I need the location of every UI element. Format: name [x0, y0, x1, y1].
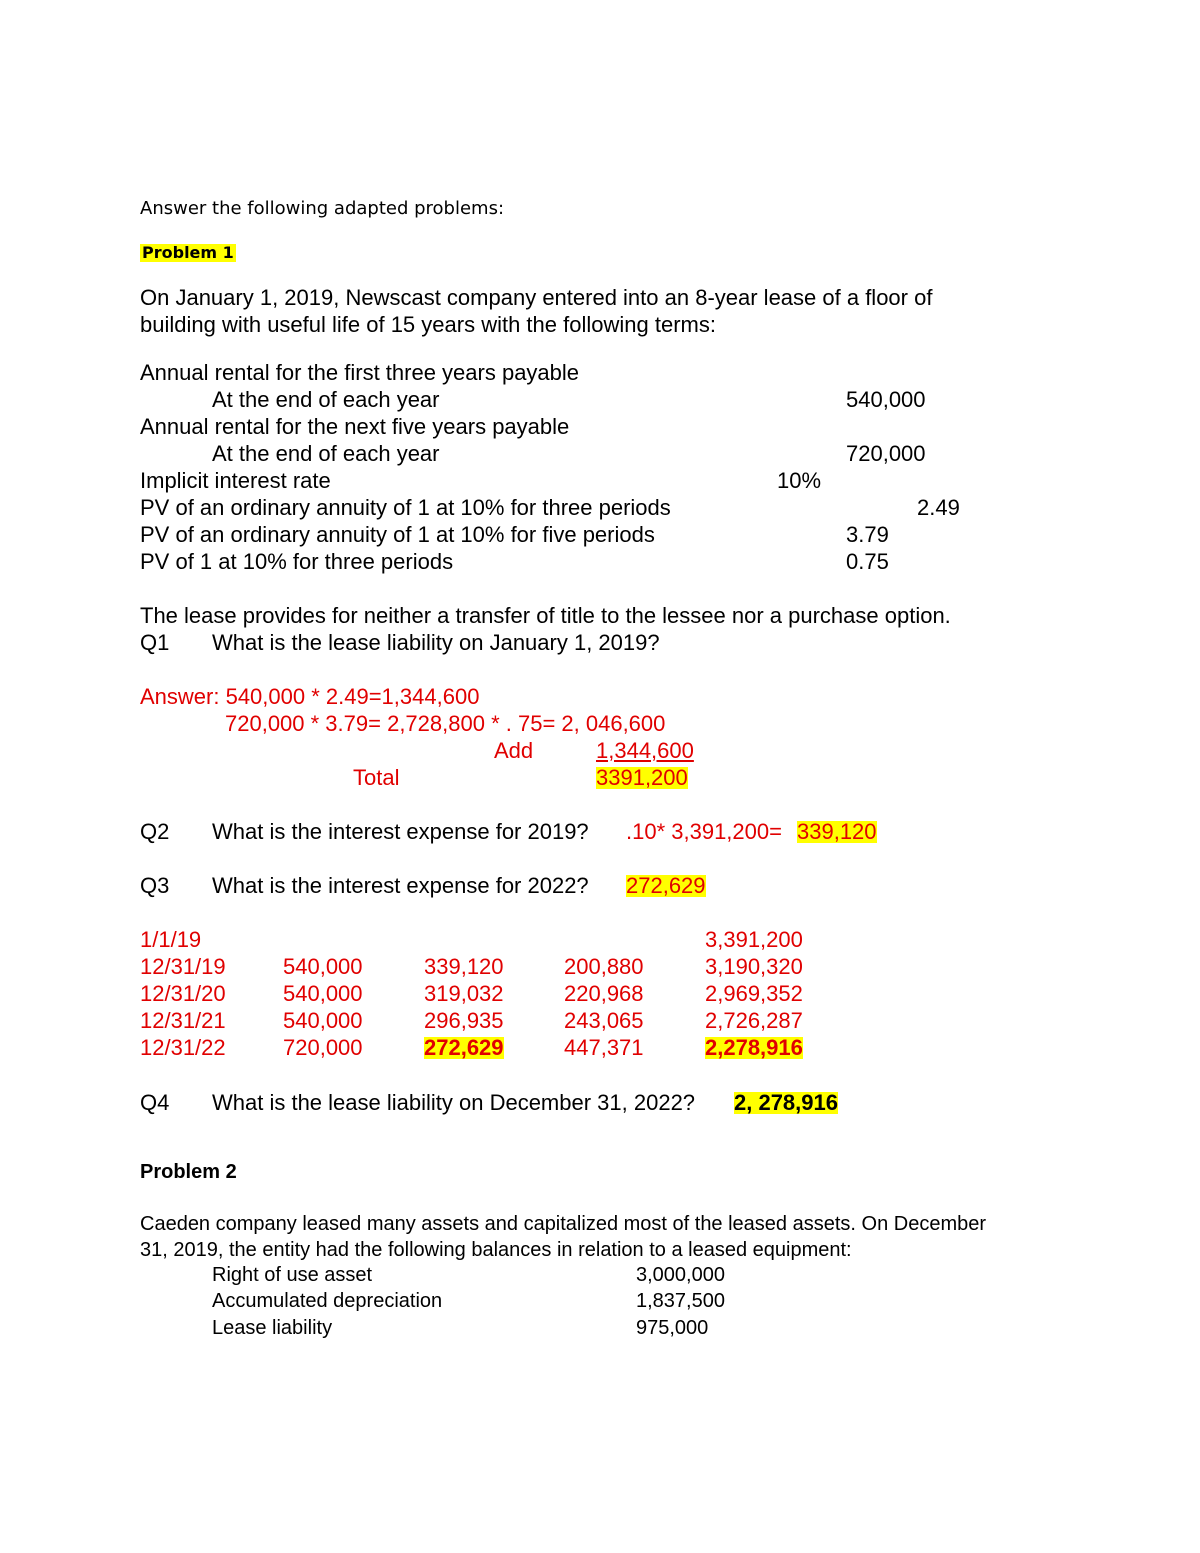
intro-text: Answer the following adapted problems: — [140, 198, 505, 219]
term-label: Implicit interest rate — [140, 468, 331, 493]
term-value: 720,000 — [846, 441, 926, 466]
q2-question: What is the interest expense for 2019? — [212, 819, 589, 844]
problem-2-paragraph-line-2: 31, 2019, the entity had the following balances in relation to a leased equipment: — [140, 1239, 852, 1261]
term-label: Annual rental for the first three years payable — [140, 360, 580, 385]
schedule-balance: 3,190,320 — [705, 954, 803, 979]
problem-1-paragraph-line-1: On January 1, 2019, Newscast company entered into an 8-year lease of a floor of — [140, 285, 933, 310]
answer-add-label: Add — [494, 738, 534, 763]
problem-2-title: Problem 2 — [140, 1161, 237, 1183]
schedule-balance: 2,726,287 — [705, 1008, 803, 1033]
schedule-interest-highlighted: 272,629 — [424, 1035, 504, 1060]
answer-line-1: Answer: 540,000 * 2.49=1,344,600 — [140, 684, 480, 709]
schedule-date: 12/31/22 — [140, 1035, 226, 1060]
schedule-date: 12/31/20 — [140, 981, 226, 1006]
term-value: 540,000 — [846, 387, 926, 412]
term-label: PV of an ordinary annuity of 1 at 10% for three periods — [140, 495, 671, 520]
schedule-balance: 3,391,200 — [705, 927, 803, 952]
schedule-payment: 540,000 — [283, 954, 363, 979]
schedule-balance: 2,969,352 — [705, 981, 803, 1006]
answer-line-2: 720,000 * 3.79= 2,728,800 * . 75= 2, 046,600 — [225, 711, 666, 736]
lease-note: The lease provides for neither a transfer of title to the lessee nor a purchase option. — [140, 603, 951, 628]
q4-number: Q4 — [140, 1090, 170, 1115]
balance-label: Lease liability — [212, 1317, 333, 1339]
answer-add-value: 1,344,600 — [596, 738, 694, 763]
schedule-date: 12/31/19 — [140, 954, 226, 979]
term-label: At the end of each year — [212, 387, 440, 412]
q4-answer: 2, 278,916 — [734, 1090, 838, 1115]
schedule-principal: 220,968 — [564, 981, 644, 1006]
q2-answer: 339,120 — [797, 819, 877, 844]
q1-number: Q1 — [140, 630, 170, 655]
q3-question: What is the interest expense for 2022? — [212, 873, 589, 898]
q2-calculation: .10* 3,391,200= — [626, 819, 782, 844]
schedule-payment: 540,000 — [283, 1008, 363, 1033]
term-value: 2.49 — [917, 495, 960, 520]
term-value: 0.75 — [846, 549, 889, 574]
q3-number: Q3 — [140, 873, 170, 898]
schedule-payment: 540,000 — [283, 981, 363, 1006]
schedule-payment: 720,000 — [283, 1035, 363, 1060]
schedule-principal: 447,371 — [564, 1035, 644, 1060]
q4-question: What is the lease liability on December 31, 2022? — [212, 1090, 696, 1115]
schedule-interest: 296,935 — [424, 1008, 504, 1033]
problem-1-title: Problem 1 — [142, 243, 234, 262]
schedule-principal: 200,880 — [564, 954, 644, 979]
q2-number: Q2 — [140, 819, 170, 844]
schedule-balance-highlighted: 2,278,916 — [705, 1035, 803, 1060]
schedule-date: 1/1/19 — [140, 927, 202, 952]
term-label: PV of 1 at 10% for three periods — [140, 549, 454, 574]
schedule-date: 12/31/21 — [140, 1008, 226, 1033]
term-label: PV of an ordinary annuity of 1 at 10% for five periods — [140, 522, 655, 547]
problem-1-paragraph-line-2: building with useful life of 15 years with the following terms: — [140, 312, 716, 337]
problem-2-paragraph-line-1: Caeden company leased many assets and capitalized most of the leased assets. On December — [140, 1213, 987, 1235]
balance-value: 975,000 — [636, 1317, 709, 1339]
answer-total-label: Total — [353, 765, 400, 790]
schedule-principal: 243,065 — [564, 1008, 644, 1033]
term-value: 10% — [777, 468, 822, 493]
balance-label: Right of use asset — [212, 1264, 373, 1286]
q3-answer: 272,629 — [626, 873, 706, 898]
balance-label: Accumulated depreciation — [212, 1290, 443, 1312]
q1-question: What is the lease liability on January 1, 2019? — [212, 630, 660, 655]
balance-value: 3,000,000 — [636, 1264, 725, 1286]
term-label: At the end of each year — [212, 441, 440, 466]
balance-value: 1,837,500 — [636, 1290, 725, 1312]
schedule-interest: 319,032 — [424, 981, 504, 1006]
schedule-interest: 339,120 — [424, 954, 504, 979]
term-value: 3.79 — [846, 522, 889, 547]
term-label: Annual rental for the next five years payable — [140, 414, 570, 439]
answer-total-value: 3391,200 — [596, 765, 688, 790]
